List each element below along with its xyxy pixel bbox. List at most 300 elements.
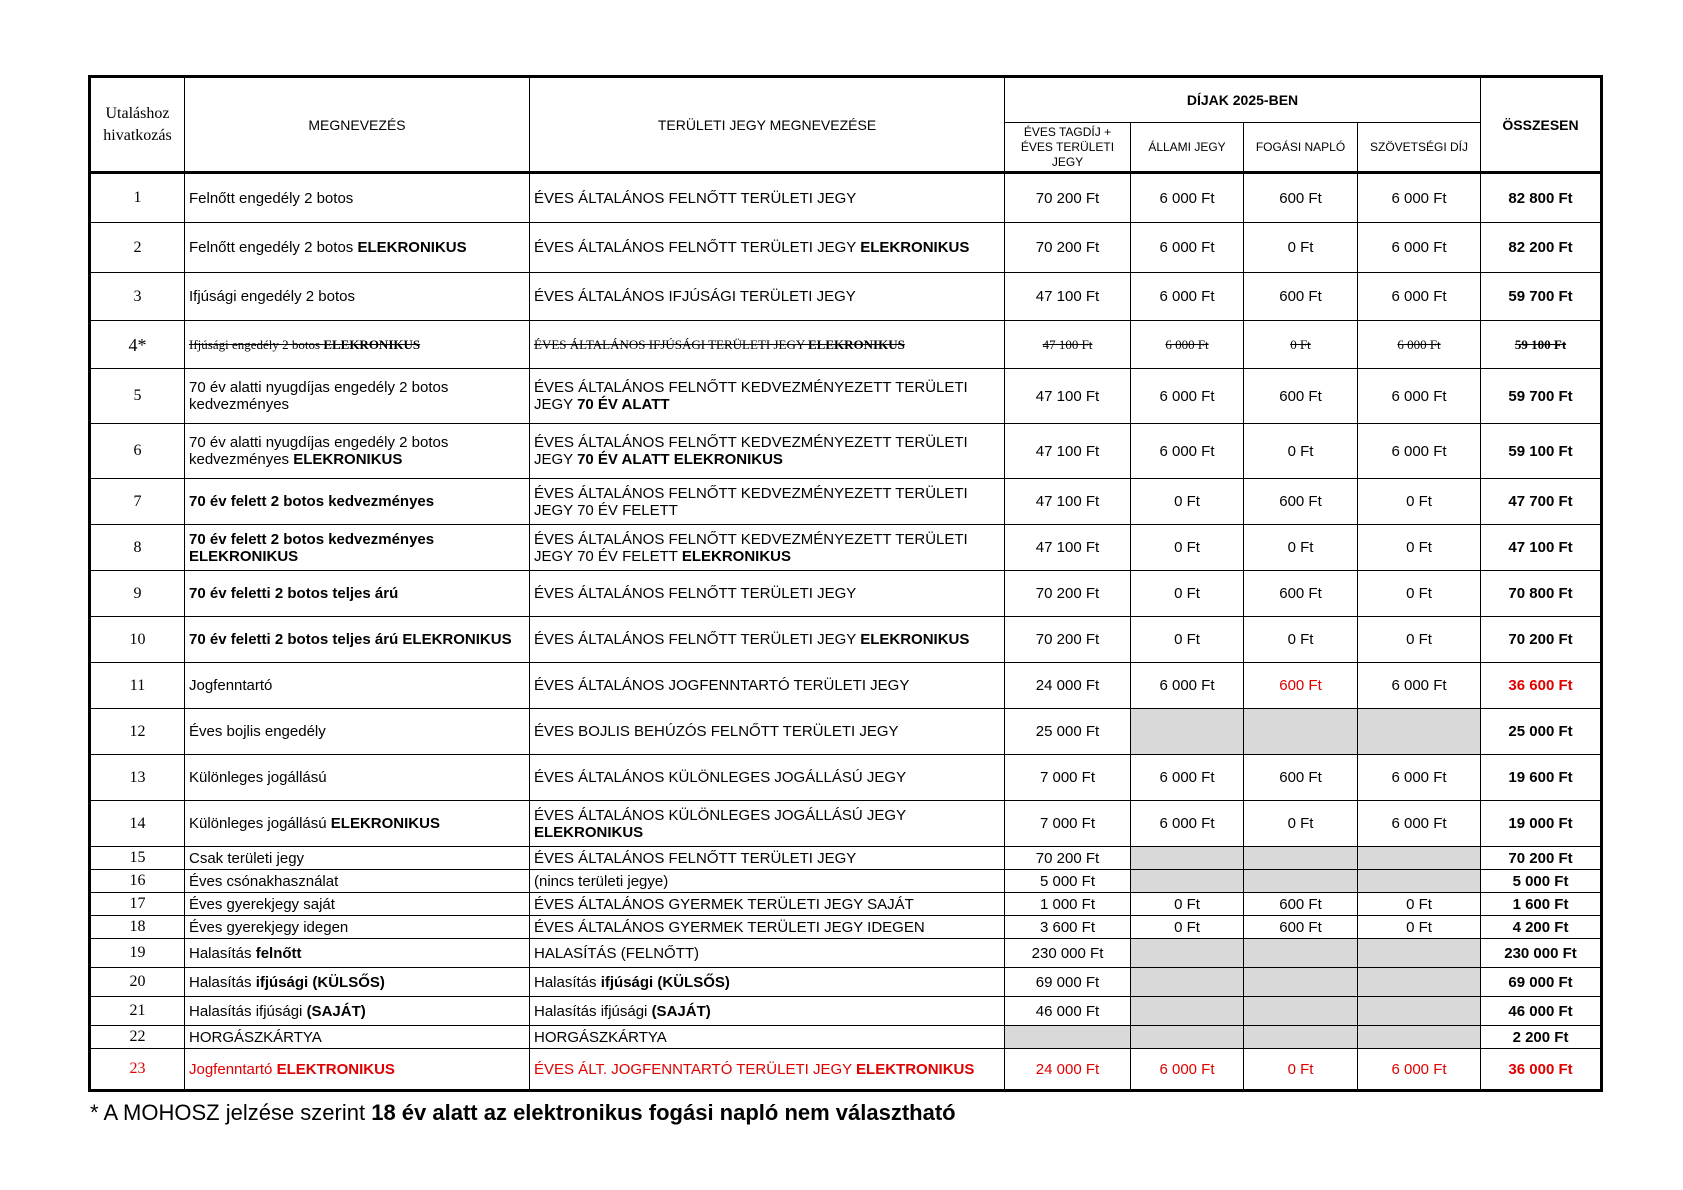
cell-ticket-text: ÉVES ÁLTALÁNOS FELNŐTT TERÜLETI JEGY [534,189,857,207]
cell-fee-1-text: 70 200 Ft [1035,239,1100,256]
cell-name-text: Felnőtt engedély 2 botos [189,189,354,207]
cell-ref [90,617,185,663]
cell-fee-2 [1131,571,1244,617]
cell-fee-1-text: 70 200 Ft [1035,849,1100,867]
cell-ticket [530,755,1005,801]
cell-ticket-text: ÉVES ÁLTALÁNOS FELNŐTT TERÜLETI JEGY [534,631,861,648]
cell-fee-4 [1358,273,1481,321]
cell-name-bold: 70 év feletti 2 botos teljes árú [189,585,399,602]
cell-ticket [530,173,1005,223]
cell-fee-1-text: 47 100 Ft [1042,336,1093,352]
cell-ref [90,479,185,525]
footnote-bold: 18 év alatt az elektronikus fogási napló nem választható [371,1100,956,1125]
table-row [90,273,1602,321]
cell-fee-3-text: 600 Ft [1279,769,1322,786]
cell-fee-1 [1005,997,1131,1026]
table-row [90,321,1602,369]
cell-fee-3 [1244,223,1358,273]
cell-fee-3-text: 0 Ft [1287,815,1314,832]
cell-name-text: Felnőtt engedély 2 botos [189,239,358,256]
cell-ticket-bold: ELEKRONIKUS [681,547,792,565]
cell-ticket-bold: ELEKTRONIKUS [856,1060,975,1078]
cell-fee-1-text: 7 000 Ft [1039,815,1096,832]
cell-ref [90,173,185,223]
cell-name [185,997,530,1026]
cell-fee-1 [1005,1026,1131,1049]
footnote-prefix: * A MOHOSZ jelzése szerint [90,1100,372,1125]
cell-fee-2 [1131,1026,1244,1049]
cell-fee-2 [1131,173,1244,223]
cell-ticket-text: ÉVES ÁLTALÁNOS FELNŐTT KEDVEZMÉNYEZETT TERÜLETI JEGY [534,379,968,413]
cell-fee-4-text: 6 000 Ft [1391,769,1447,786]
cell-ref [90,424,185,479]
cell-name [185,847,530,870]
cell-fee-4-text: 6 000 Ft [1391,815,1447,832]
fee-table-container [88,75,1600,1092]
cell-total-text: 36 600 Ft [1508,677,1573,694]
cell-fee-4 [1358,1026,1481,1049]
cell-ticket-text: ÉVES ÁLTALÁNOS KÜLÖNLEGES JOGÁLLÁSÚ JEGY [534,769,907,786]
cell-ref-text: 14 [129,814,146,832]
cell-ref [90,663,185,709]
cell-fee-2 [1131,525,1244,571]
table-row [90,847,1602,870]
cell-fee-1 [1005,801,1131,847]
cell-name-bold: ELEKRONIKUS [330,815,440,832]
cell-fee-2-text: 6 000 Ft [1159,387,1215,405]
cell-fee-4-text: 0 Ft [1406,895,1432,913]
cell-ref-text: 18 [129,918,146,935]
cell-ref-text: 10 [129,630,146,648]
cell-ticket-text: ÉVES ÁLTALÁNOS KÜLÖNLEGES JOGÁLLÁSÚ JEGY [534,806,906,824]
cell-total [1481,801,1602,847]
cell-fee-1-text: 230 000 Ft [1031,944,1104,962]
cell-name-bold: ifjúsági (KÜLSŐS) [255,973,385,991]
footnote [90,1100,956,1126]
table-row [90,223,1602,273]
cell-name-bold: ELEKRONIKUS [293,451,403,468]
cell-fee-4 [1358,870,1481,893]
cell-fee-2 [1131,273,1244,321]
cell-name [185,893,530,916]
cell-total-text: 19 600 Ft [1508,769,1573,786]
cell-name-text: Csak területi jegy [189,849,305,867]
cell-ticket [530,709,1005,755]
cell-total [1481,173,1602,223]
cell-fee-1 [1005,893,1131,916]
cell-fee-1-text: 70 200 Ft [1035,585,1100,602]
cell-fee-2 [1131,893,1244,916]
cell-total-text: 59 100 Ft [1508,442,1573,460]
cell-ref-text: 4* [128,334,147,355]
cell-fee-1-text: 1 000 Ft [1039,895,1096,913]
cell-fee-1 [1005,1049,1131,1091]
cell-fee-1-text: 47 100 Ft [1035,288,1100,305]
cell-total [1481,479,1602,525]
cell-fee-2 [1131,847,1244,870]
cell-ticket [530,223,1005,273]
cell-fee-3 [1244,847,1358,870]
cell-name-bold: ELEKRONIKUS [357,239,467,256]
cell-ticket [530,525,1005,571]
cell-fee-2 [1131,424,1244,479]
cell-fee-4 [1358,916,1481,939]
cell-ticket [530,617,1005,663]
cell-fee-3-text: 600 Ft [1279,677,1322,694]
cell-fee-1-text: 70 200 Ft [1035,189,1100,207]
cell-fee-2 [1131,663,1244,709]
cell-name-bold: 70 év felett 2 botos kedvezményes ELEKRONIKUS [189,530,435,565]
cell-ticket-text: ÉVES ÁLTALÁNOS FELNŐTT KEDVEZMÉNYEZETT TERÜLETI JEGY 70 ÉV FELETT [534,484,968,519]
cell-fee-3 [1244,321,1358,369]
cell-fee-2 [1131,617,1244,663]
cell-fee-2-text: 6 000 Ft [1159,769,1215,786]
cell-total [1481,321,1602,369]
cell-fee-2-text: 0 Ft [1174,895,1200,913]
cell-ticket-text: (nincs területi jegye) [534,872,669,890]
table-row [90,1049,1602,1091]
cell-total-text: 59 700 Ft [1508,387,1573,405]
cell-total [1481,916,1602,939]
cell-fee-2-text: 6 000 Ft [1159,239,1215,256]
cell-total-text: 59 700 Ft [1508,288,1573,305]
cell-total [1481,223,1602,273]
cell-ref [90,847,185,870]
cell-fee-4 [1358,321,1481,369]
cell-total [1481,525,1602,571]
cell-name-text: Ifjúsági engedély 2 botos [189,336,324,352]
cell-fee-2-text: 0 Ft [1174,493,1200,510]
cell-fee-3-text: 0 Ft [1287,239,1314,256]
cell-name [185,801,530,847]
cell-name-bold: (SAJÁT) [306,1002,366,1020]
table-row [90,893,1602,916]
cell-fee-4 [1358,893,1481,916]
cell-fee-3-text: 600 Ft [1279,189,1322,207]
cell-total-text: 47 700 Ft [1508,493,1573,510]
cell-ref-text: 21 [129,1002,146,1019]
cell-fee-1 [1005,273,1131,321]
cell-ticket-text: ÉVES ÁLTALÁNOS FELNŐTT KEDVEZMÉNYEZETT TERÜLETI JEGY [534,434,968,468]
cell-ref-text: 5 [133,387,142,404]
cell-fee-1-text: 47 100 Ft [1035,493,1100,510]
cell-ticket-bold: (SAJÁT) [651,1002,711,1020]
cell-total [1481,847,1602,870]
cell-ref [90,571,185,617]
table-row [90,617,1602,663]
cell-ticket [530,321,1005,369]
table-row [90,525,1602,571]
cell-fee-4-text: 6 000 Ft [1397,336,1441,352]
cell-fee-4-text: 0 Ft [1406,585,1432,602]
cell-name-bold: 70 év feletti 2 botos teljes árú ELEKRONIKUS [189,631,512,648]
cell-ticket [530,968,1005,997]
cell-name-bold: ELEKTRONIKUS [276,1060,395,1078]
cell-ref [90,1049,185,1091]
cell-ticket [530,1049,1005,1091]
cell-fee-1 [1005,424,1131,479]
cell-ticket-text: ÉVES ÁLTALÁNOS GYERMEK TERÜLETI JEGY SAJÁT [534,895,914,913]
cell-fee-2-text: 0 Ft [1174,539,1200,556]
cell-total-text: 25 000 Ft [1508,723,1573,740]
cell-name [185,321,530,369]
cell-fee-3-text: 0 Ft [1290,336,1311,352]
cell-fee-4 [1358,663,1481,709]
cell-ref [90,223,185,273]
table-row [90,369,1602,424]
cell-total-text: 4 200 Ft [1512,918,1569,936]
cell-fee-1 [1005,847,1131,870]
cell-fee-3 [1244,273,1358,321]
cell-total [1481,755,1602,801]
cell-ref-text: 9 [133,584,142,602]
cell-ref-text: 11 [129,676,146,694]
cell-name [185,424,530,479]
cell-fee-2-text: 0 Ft [1174,585,1200,602]
cell-ticket-text: Halasítás ifjúsági [534,1002,652,1020]
cell-fee-4 [1358,369,1481,424]
cell-fee-2-text: 6 000 Ft [1159,189,1215,207]
cell-fee-2 [1131,223,1244,273]
cell-name [185,173,530,223]
cell-ticket-bold: ELEKRONIKUS [860,631,970,648]
cell-name [185,223,530,273]
cell-ref [90,273,185,321]
cell-ticket-text: Halasítás [534,973,601,991]
cell-ref [90,321,185,369]
cell-fee-3 [1244,755,1358,801]
cell-ticket-text: ÉVES ÁLTALÁNOS IFJÚSÁGI TERÜLETI JEGY [534,336,809,352]
cell-ref [90,968,185,997]
cell-fee-4 [1358,1049,1481,1091]
cell-ticket-text: HORGÁSZKÁRTYA [534,1028,667,1046]
cell-fee-1-text: 5 000 Ft [1039,872,1096,890]
cell-total-text: 82 200 Ft [1508,239,1573,256]
cell-ref [90,709,185,755]
cell-ref-text: 3 [133,287,142,305]
cell-fee-2-text: 6 000 Ft [1165,336,1209,352]
cell-ref [90,893,185,916]
cell-ticket-bold: ELEKRONIKUS [808,336,905,352]
cell-total-text: 19 000 Ft [1508,815,1573,832]
cell-fee-3 [1244,369,1358,424]
cell-name-bold: 70 év felett 2 botos kedvezményes [189,493,435,510]
cell-total-text: 5 000 Ft [1512,872,1569,890]
cell-fee-2-text: 6 000 Ft [1159,442,1215,460]
cell-name-text: Jogfenntartó [189,677,273,694]
cell-fee-1 [1005,173,1131,223]
cell-fee-3 [1244,571,1358,617]
cell-total-text: 82 800 Ft [1508,189,1573,207]
cell-total [1481,870,1602,893]
cell-name [185,525,530,571]
cell-fee-3-text: 0 Ft [1287,631,1314,648]
cell-ticket [530,369,1005,424]
cell-fee-2 [1131,997,1244,1026]
cell-total-text: 59 100 Ft [1514,336,1567,352]
cell-fee-2 [1131,939,1244,968]
cell-name-text: 70 év alatti nyugdíjas engedély 2 botos kedvezményes [189,379,449,413]
header-ticket: TERÜLETI JEGY MEGNEVEZÉSE [530,77,1005,173]
table-row [90,755,1602,801]
header-total: ÖSSZESEN [1481,77,1602,173]
cell-fee-4-text: 0 Ft [1406,631,1432,648]
cell-ticket-bold: ifjúsági (KÜLSŐS) [600,973,730,991]
cell-ref [90,939,185,968]
cell-fee-1-text: 24 000 Ft [1035,1060,1100,1078]
cell-fee-3 [1244,617,1358,663]
cell-ticket-text: ÉVES ÁLT. JOGFENNTARTÓ TERÜLETI JEGY [534,1060,857,1078]
cell-fee-1-text: 47 100 Ft [1035,387,1100,405]
cell-fee-1 [1005,709,1131,755]
table-row [90,663,1602,709]
cell-fee-3 [1244,997,1358,1026]
cell-fee-4 [1358,801,1481,847]
cell-ticket-text: ÉVES ÁLTALÁNOS FELNŐTT TERÜLETI JEGY [534,585,857,602]
cell-fee-4-text: 6 000 Ft [1391,1060,1447,1078]
cell-fee-4-text: 6 000 Ft [1391,387,1447,405]
cell-ref [90,870,185,893]
table-row [90,709,1602,755]
cell-fee-2 [1131,870,1244,893]
cell-fee-1 [1005,369,1131,424]
cell-fee-2-text: 6 000 Ft [1159,288,1215,305]
table-row [90,479,1602,525]
cell-fee-4 [1358,424,1481,479]
cell-ref [90,755,185,801]
cell-ticket [530,801,1005,847]
cell-fee-4 [1358,968,1481,997]
cell-fee-2 [1131,755,1244,801]
cell-name-bold: ELEKRONIKUS [323,336,421,352]
cell-name [185,870,530,893]
cell-name-text: Éves gyerekjegy idegen [189,918,349,936]
cell-total [1481,424,1602,479]
cell-fee-3 [1244,870,1358,893]
cell-name [185,571,530,617]
cell-name [185,968,530,997]
cell-ref-text: 6 [133,442,142,459]
header-ref: Utaláshoz hivatkozás [90,77,185,173]
cell-fee-3 [1244,1026,1358,1049]
table-row [90,968,1602,997]
cell-fee-1 [1005,916,1131,939]
cell-fee-1 [1005,223,1131,273]
cell-fee-3-text: 0 Ft [1287,442,1314,460]
cell-total-text: 70 800 Ft [1508,585,1573,602]
cell-ref [90,525,185,571]
cell-ticket [530,424,1005,479]
table-row [90,870,1602,893]
cell-ticket [530,870,1005,893]
cell-fee-3 [1244,424,1358,479]
cell-ref-text: 7 [133,492,142,510]
cell-total-text: 1 600 Ft [1512,895,1569,913]
cell-fee-3-text: 600 Ft [1279,387,1322,405]
cell-ticket [530,479,1005,525]
cell-fee-1-text: 47 100 Ft [1035,539,1100,556]
cell-total-text: 230 000 Ft [1504,944,1577,962]
cell-fee-2-text: 6 000 Ft [1159,815,1215,832]
cell-name-text: Éves bojlis engedély [189,723,326,740]
cell-total-text: 46 000 Ft [1508,1002,1573,1020]
cell-ref [90,916,185,939]
cell-fee-2 [1131,1049,1244,1091]
cell-fee-1 [1005,321,1131,369]
cell-fee-1 [1005,571,1131,617]
cell-name-text: 70 év alatti nyugdíjas engedély 2 botos kedvezményes [189,434,449,468]
cell-fee-4-text: 0 Ft [1406,918,1432,936]
header-fees: DÍJAK 2025-BEN [1005,77,1481,123]
cell-fee-2 [1131,321,1244,369]
cell-fee-3-text: 600 Ft [1279,493,1322,510]
cell-ref-text: 1 [133,189,142,206]
cell-name [185,617,530,663]
cell-fee-3 [1244,173,1358,223]
cell-name [185,369,530,424]
table-row [90,939,1602,968]
cell-fee-3-text: 600 Ft [1279,585,1322,602]
cell-ref-text: 13 [129,768,146,786]
cell-fee-4 [1358,847,1481,870]
cell-fee-1-text: 3 600 Ft [1039,918,1096,936]
cell-fee-3 [1244,709,1358,755]
cell-fee-3 [1244,939,1358,968]
cell-ticket-text: ÉVES ÁLTALÁNOS GYERMEK TERÜLETI JEGY IDEGEN [534,918,925,936]
cell-fee-3 [1244,801,1358,847]
cell-fee-4 [1358,173,1481,223]
cell-fee-1 [1005,663,1131,709]
cell-total-text: 69 000 Ft [1508,973,1573,991]
cell-ref-text: 23 [129,1060,146,1077]
cell-ticket-text: ÉVES ÁLTALÁNOS FELNŐTT TERÜLETI JEGY [534,849,857,867]
cell-total [1481,663,1602,709]
cell-fee-2 [1131,709,1244,755]
table-row [90,571,1602,617]
cell-ref-text: 8 [133,538,142,556]
cell-fee-4 [1358,617,1481,663]
table-row [90,801,1602,847]
cell-name-text: Különleges jogállású [189,769,327,786]
cell-fee-4-text: 6 000 Ft [1391,239,1447,256]
cell-fee-1-text: 47 100 Ft [1035,442,1100,460]
cell-total-text: 70 200 Ft [1508,849,1573,867]
cell-ticket-text: ÉVES ÁLTALÁNOS FELNŐTT KEDVEZMÉNYEZETT TERÜLETI JEGY 70 ÉV FELETT [534,530,968,565]
cell-ref-text: 19 [129,944,146,961]
cell-name-text: Jogfenntartó [189,1060,277,1078]
cell-ref [90,369,185,424]
cell-fee-3 [1244,479,1358,525]
cell-ticket-text: ÉVES BOJLIS BEHÚZÓS FELNŐTT TERÜLETI JEGY [534,723,899,740]
cell-name [185,755,530,801]
cell-fee-4 [1358,525,1481,571]
cell-fee-2-text: 0 Ft [1174,631,1200,648]
cell-ticket [530,893,1005,916]
cell-fee-1 [1005,870,1131,893]
cell-name [185,709,530,755]
cell-ticket-text: HALASÍTÁS (FELNŐTT) [534,944,700,962]
cell-fee-4 [1358,939,1481,968]
cell-name [185,663,530,709]
cell-fee-1-text: 46 000 Ft [1035,1002,1100,1020]
cell-fee-2 [1131,916,1244,939]
cell-total [1481,273,1602,321]
cell-name-text: Halasítás [189,944,256,962]
cell-total [1481,571,1602,617]
cell-ref [90,801,185,847]
cell-ref [90,1026,185,1049]
cell-fee-4-text: 6 000 Ft [1391,677,1447,694]
